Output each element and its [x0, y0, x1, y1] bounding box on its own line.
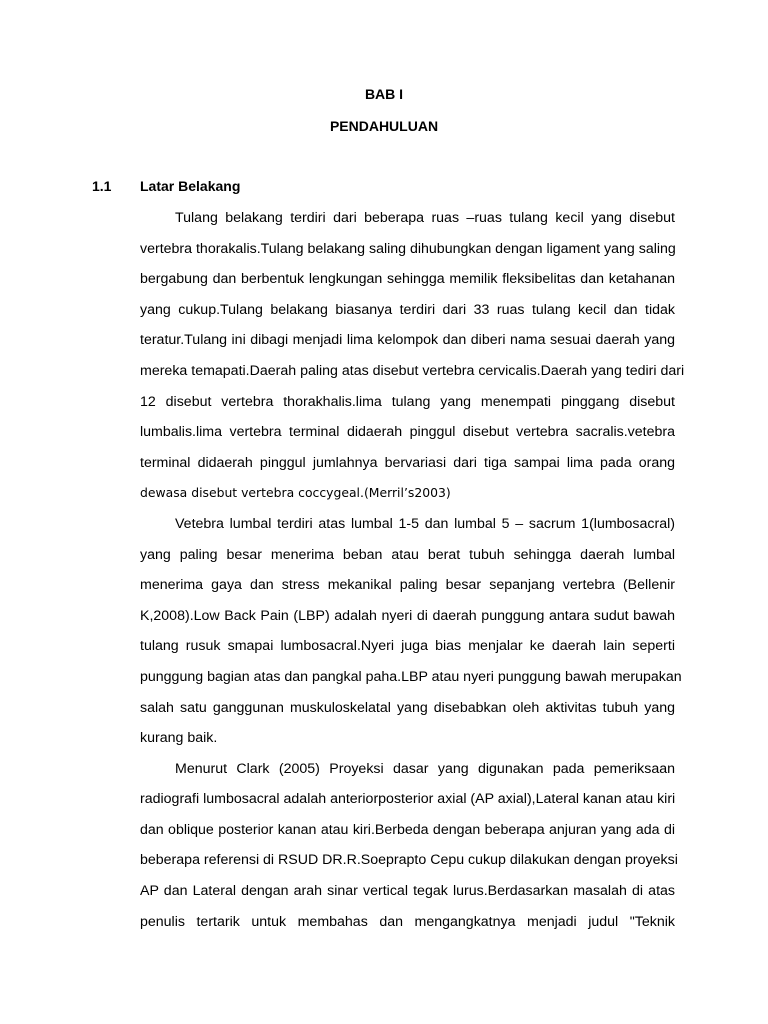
section-number: 1.1 — [92, 178, 112, 194]
body-text — [140, 208, 685, 942]
paragraph-line: yang cukup.Tulang belakang biasanya terdiri dari 33 ruas tulang kecil dan tidak — [140, 301, 675, 318]
paragraph-line: Tulang belakang terdiri dari beberapa ruas –ruas tulang kecil yang disebut — [175, 210, 675, 226]
paragraph-line: kurang baik. — [140, 730, 218, 747]
paragraph-line: lumbalis.lima vertebra terminal didaerah pinggul disebut vertebra sacralis.vetebra — [140, 424, 675, 441]
chapter-title: PENDAHULUAN — [329, 118, 439, 134]
paragraph-line: radiografi lumbosacral adalah anteriorposterior axial (AP axial),Lateral kanan atau kiri — [140, 791, 676, 808]
paragraph-line: K,2008).Low Back Pain (LBP) adalah nyeri di daerah punggung antara sudut bawah — [140, 607, 675, 624]
paragraph-line: AP dan Lateral dengan arah sinar vertical tegak lurus.Berdasarkan masalah di atas — [140, 883, 675, 900]
paragraph-line: teratur.Tulang ini dibagi menjadi lima kelompok dan diberi nama sesuai daerah yang — [140, 332, 675, 349]
paragraph-line: salah satu ganggunan muskuloskelatal yang disebabkan oleh aktivitas tubuh yang — [140, 699, 675, 716]
paragraph-line: yang paling besar menerima beban atau berat tubuh sehingga daerah lumbal — [140, 546, 675, 563]
paragraph-line: tulang rusuk smapai lumbosacral.Nyeri juga bias menjalar ke daerah lain seperti — [140, 638, 675, 655]
section-heading — [92, 178, 240, 194]
chapter-label: BAB I — [364, 86, 404, 102]
paragraph-line: menerima gaya dan stress mekanikal paling besar sepanjang vertebra (Bellenir — [140, 577, 675, 594]
paragraph-line: dan oblique posterior kanan atau kiri.Berbeda dengan beberapa anjuran yang ada di — [140, 821, 675, 838]
paragraph-line: punggung bagian atas dan pangkal paha.LBP atau nyeri punggung bawah merupakan — [140, 668, 682, 685]
paragraph-line: vertebra thorakalis.Tulang belakang saling dihubungkan dengan ligament yang saling — [140, 240, 676, 257]
paragraph-line: penulis tertarik untuk membahas dan mengangkatnya menjadi judul "Teknik — [140, 913, 675, 930]
paragraph-line: Vetebra lumbal terdiri atas lumbal 1-5 dan lumbal 5 – sacrum 1(lumbosacral) — [175, 515, 675, 532]
paragraph-line: Menurut Clark (2005) Proyeksi dasar yang digunakan pada pemeriksaan — [175, 760, 675, 777]
paragraph-line: beberapa referensi di RSUD DR.R.Soeprapto Cepu cukup dilakukan dengan proyeksi — [140, 852, 678, 869]
paragraph-line: bergabung dan berbentuk lengkungan sehingga memilik fleksibelitas dan ketahanan — [140, 271, 675, 288]
paragraph-line: mereka temapati.Daerah paling atas disebut vertebra cervicalis.Daerah yang tediri dari — [140, 362, 685, 379]
paragraph-line: 12 disebut vertebra thorakhalis.lima tulang yang menempati pinggang disebut — [140, 393, 675, 410]
paragraph-line: dewasa disebut vertebra coccygeal.(Merril’s2003) — [140, 485, 451, 501]
section-title: Latar Belakang — [140, 178, 241, 194]
paragraph-line: terminal didaerah pinggul jumlahnya bervariasi dari tiga sampai lima pada orang — [140, 454, 675, 471]
